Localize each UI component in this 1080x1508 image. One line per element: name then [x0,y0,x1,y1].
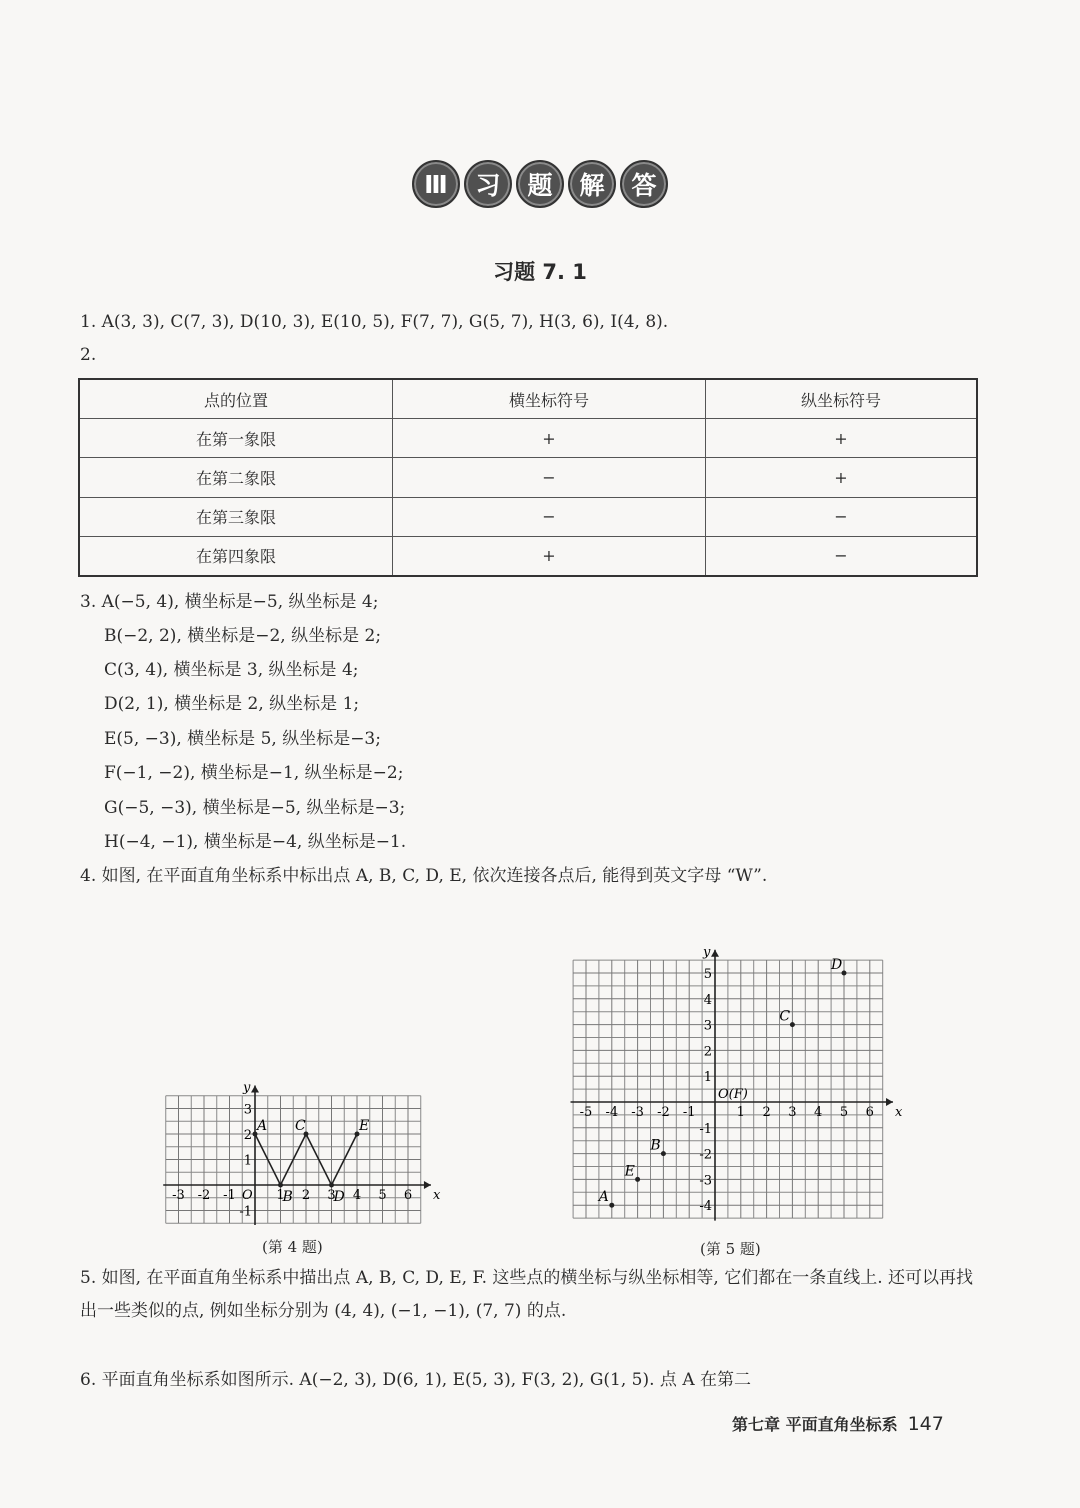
y-tick-label: 2 [703,1044,712,1060]
table-header: 纵坐标符号 [706,379,978,419]
question-3-line: D(2, 1), 横坐标是 2, 纵坐标是 1; [104,694,360,714]
table-cell: − [393,458,706,497]
y-tick-label: 3 [243,1102,252,1118]
y-axis-arrow [711,950,719,957]
question-5: 5. 如图, 在平面直角坐标系中描出点 A, B, C, D, E, F. 这些点的横坐标与纵坐标相等, 它们都在一条直线上. 还可以再找出一些类似的点, 例如坐标分别为 (4, 4), (−1, −1), (7, 7) 的点. [80,1268,974,1321]
point-label: A [257,1118,268,1134]
question-1: 1. A(3, 3), C(7, 3), D(10, 3), E(10, 5), F(7, 7), G(5, 7), H(3, 6), I(4, 8). [80,312,669,332]
x-tick-label: -3 [631,1105,644,1120]
point-label: B [282,1189,293,1205]
figure-5-caption: (第 5 题) [700,1240,761,1258]
table-row [79,458,977,497]
point-label: C [779,1008,791,1025]
origin-label: O(F) [718,1087,748,1102]
table-cell: − [706,536,978,576]
point-label: C [295,1118,306,1134]
point-label: B [650,1137,661,1154]
table-header-row [79,379,977,419]
point-label: E [359,1118,370,1134]
x-tick-label: 2 [301,1188,311,1203]
table-row [79,497,977,536]
y-axis-label: y [703,944,711,960]
table-row [79,536,977,576]
data-point [790,1022,795,1027]
data-point [842,971,847,976]
table-cell: 在第四象限 [79,536,393,576]
figure-4-caption: (第 4 题) [262,1238,323,1256]
figure-4-chart [150,1055,450,1225]
chapter-title [0,160,1080,208]
data-point [661,1151,666,1156]
title-badge: 解 [568,160,616,208]
y-axis-arrow [251,1086,259,1093]
x-tick-label: -5 [579,1105,593,1120]
question-3-line: C(3, 4), 横坐标是 3, 纵坐标是 4; [104,660,359,680]
chapter-label: 第七章 平面直角坐标系 [732,1415,898,1434]
section-title: 习题 7. 1 [493,260,587,284]
x-tick-label: -2 [197,1188,211,1203]
data-point [635,1177,640,1182]
x-tick-label: -1 [223,1188,236,1203]
question-3-line: E(5, −3), 横坐标是 5, 纵坐标是−3; [104,729,381,749]
y-tick-label: -3 [699,1173,712,1189]
x-tick-label: 3 [327,1188,336,1203]
y-tick-label: -4 [699,1199,712,1215]
y-tick-label: -2 [699,1147,712,1163]
x-tick-label: 5 [378,1188,387,1203]
x-tick-label: 3 [788,1105,797,1120]
x-axis-arrow [424,1181,431,1189]
table-cell: 在第三象限 [79,497,393,536]
x-tick-label: -2 [657,1105,670,1120]
question-3-line: G(−5, −3), 横坐标是−5, 纵坐标是−3; [104,798,406,818]
question-3-line: B(−2, 2), 横坐标是−2, 纵坐标是 2; [104,626,382,646]
y-tick-label: 3 [703,1018,712,1034]
y-axis-label: y [243,1080,251,1096]
y-tick-label: 5 [703,967,712,982]
title-badge: 习 [464,160,512,208]
title-badge: 题 [516,160,564,208]
x-tick-label: 5 [839,1105,849,1120]
y-tick-label: 4 [703,992,712,1008]
x-tick-label: 4 [814,1105,823,1120]
x-tick-label: 6 [865,1105,874,1120]
question-3-line: F(−1, −2), 横坐标是−1, 纵坐标是−2; [104,763,404,783]
sign-table [78,378,978,577]
x-tick-label: 1 [736,1105,745,1120]
x-axis-label: x [432,1188,441,1203]
figure-5-chart [565,935,905,1225]
point-label: A [598,1189,609,1206]
x-tick-label: -1 [682,1105,696,1120]
y-tick-label: 2 [243,1128,252,1143]
point-label: D [333,1189,345,1205]
point-label: E [624,1163,635,1180]
x-axis-label: x [895,1105,903,1120]
data-point [609,1203,614,1208]
title-badge: 答 [620,160,668,208]
page-number: 147 [907,1413,944,1435]
page-footer [732,1412,944,1435]
x-axis-arrow [886,1098,893,1106]
table-cell: + [706,419,978,458]
x-tick-label: 1 [276,1188,285,1203]
table-cell: − [706,497,978,536]
data-point [329,1183,334,1188]
question-3-line: 3. A(−5, 4), 横坐标是−5, 纵坐标是 4; [80,592,379,612]
table-header: 点的位置 [79,379,393,419]
data-point [278,1183,283,1188]
table-header: 横坐标符号 [393,379,706,419]
x-tick-label: -4 [605,1105,619,1120]
table-cell: 在第二象限 [79,458,393,497]
table-cell: − [393,497,706,536]
table-row [79,419,977,458]
x-tick-label: 6 [403,1188,413,1203]
question-6: 6. 平面直角坐标系如图所示. A(−2, 3), D(6, 1), E(5, 3), F(3, 2), G(1, 5). 点 A 在第二 [80,1370,752,1390]
title-badge: Ⅲ [412,160,460,208]
y-tick-label: 1 [243,1153,252,1169]
x-tick-label: 2 [762,1105,771,1120]
x-tick-label: 4 [352,1188,362,1203]
table-cell: + [393,419,706,458]
y-tick-label: -1 [239,1204,252,1220]
table-cell: + [393,536,706,576]
question-3-line: H(−4, −1), 横坐标是−4, 纵坐标是−1. [104,832,407,852]
y-tick-label: -1 [699,1121,712,1137]
point-label: D [831,957,843,973]
question-2-label: 2. [80,345,97,365]
table-cell: + [706,458,978,497]
origin-label: O [242,1188,253,1203]
question-4: 4. 如图, 在平面直角坐标系中标出点 A, B, C, D, E, 依次连接各点后, 能得到英文字母 “W”. [80,866,768,886]
x-tick-label: -3 [172,1188,185,1203]
table-cell: 在第一象限 [79,419,393,458]
y-tick-label: 1 [703,1070,712,1086]
